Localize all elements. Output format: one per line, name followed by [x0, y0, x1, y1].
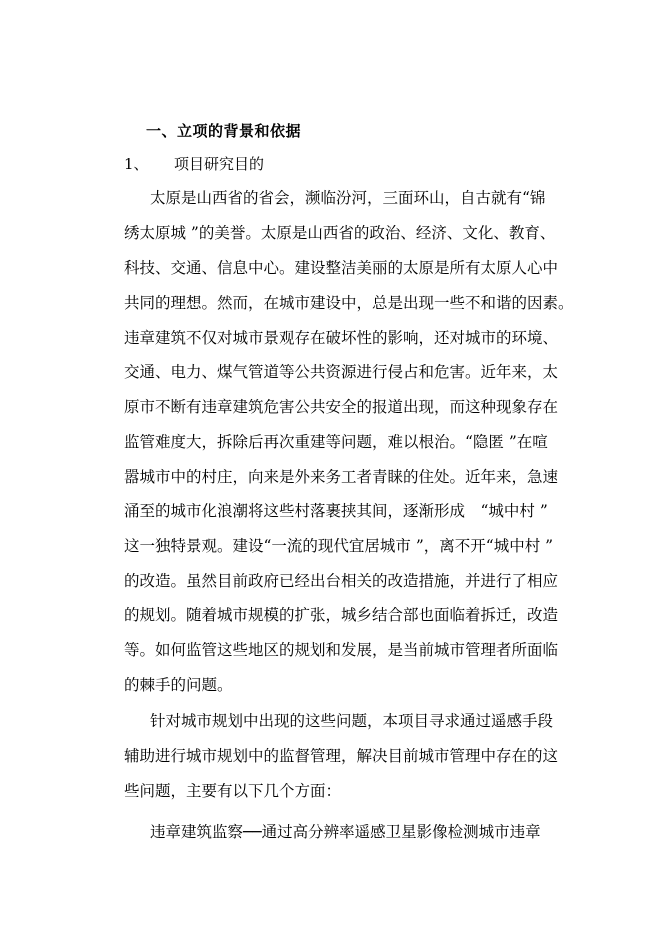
- section-heading: 一、立项的背景和依据: [146, 122, 302, 140]
- subsection-heading: [124, 153, 264, 174]
- paragraph-line: 这一独特景观。建设“一流的现代宜居城市 ”，离不开“城中村 ”: [124, 537, 554, 555]
- paragraph-line: 的棘手的问题。: [124, 676, 233, 694]
- subsection-title: 项目研究目的: [174, 155, 265, 173]
- paragraph-line: 原市不断有违章建筑危害公共安全的报道出现，而这种现象存在: [124, 398, 559, 416]
- paragraph-line: 共同的理想。然而，在城市建设中，总是出现一些不和谐的因素。: [124, 294, 574, 312]
- paragraph-line: 交通、电力、煤气管道等公共资源进行侵占和危害。近年来，太: [124, 363, 559, 381]
- paragraph-line: 涌至的城市化浪潮将这些村落裹挟其间，逐渐形成 “城中村 ”: [124, 502, 548, 520]
- paragraph-line: 绣太原城 ”的美誉。太原是山西省的政治、经济、文化、教育、: [124, 224, 556, 242]
- subsection-number: 1、: [124, 155, 149, 173]
- paragraph-line: 太原是山西省的省会，濒临汾河，三面环山，自古就有“锦: [150, 189, 546, 207]
- paragraph-line: 违章建筑不仅对城市景观存在破坏性的影响，还对城市的环境、: [124, 329, 559, 347]
- paragraph-line: 监管难度大，拆除后再次重建等问题，难以根治。“隐匿 ”在喧: [124, 433, 548, 451]
- paragraph-line: 的改造。虽然目前政府已经出台相关的改造措施，并进行了相应: [124, 572, 559, 590]
- paragraph-line: 的规划。随着城市规模的扩张，城乡结合部也面临着拆迁，改造: [124, 606, 559, 624]
- paragraph-line: 些问题，主要有以下几个方面：: [124, 782, 342, 800]
- paragraph-line: 等。如何监管这些地区的规划和发展，是当前城市管理者所面临: [124, 641, 559, 659]
- paragraph-line: 辅助进行城市规划中的监督管理，解决目前城市管理中存在的这: [124, 747, 559, 765]
- paragraph-line: 违章建筑监察──通过高分辨率遥感卫星影像检测城市违章: [150, 823, 541, 841]
- paragraph-line: 针对城市规划中出现的这些问题，本项目寻求通过遥感手段: [150, 712, 554, 730]
- paragraph-line: 嚣城市中的村庄，向来是外来务工者青睐的住处。近年来，急速: [124, 468, 559, 486]
- paragraph-line: 科技、交通、信息中心。建设整洁美丽的太原是所有太原人心中: [124, 259, 559, 277]
